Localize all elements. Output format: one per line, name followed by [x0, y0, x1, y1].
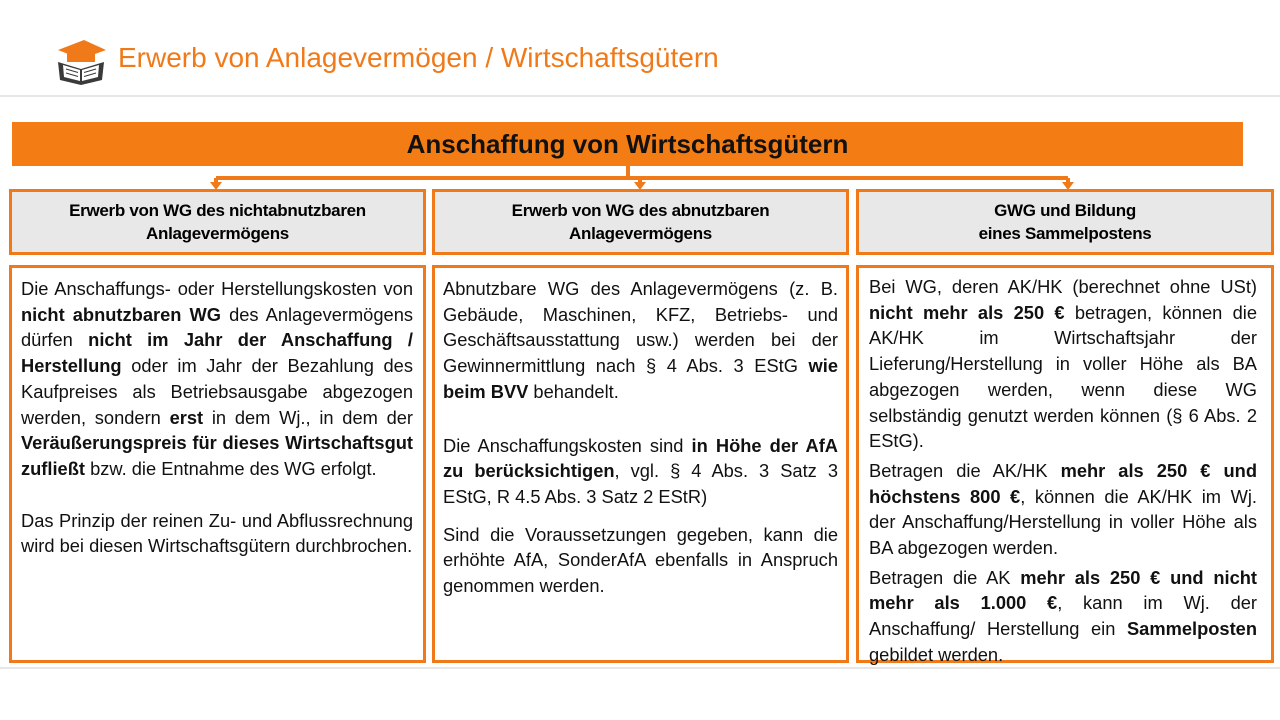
- column-heading-wasting-assets: [432, 189, 849, 255]
- text-run: Die Anschaffungskosten sind: [443, 434, 692, 456]
- text-run: bzw. die Entnahme des WG erfolgt.: [84, 457, 377, 479]
- bold-text-run: wie beim BVV: [443, 355, 838, 402]
- bold-text-run: erst: [169, 406, 204, 428]
- column-heading-label: Erwerb von WG des abnutzbaren Anlagevermögens: [511, 201, 770, 243]
- text-run: Die Anschaffungs- oder Herstellungskosten von: [21, 278, 413, 299]
- bold-text-run: Veräußerungspreis für dieses Wirtschaftsgut zufließt: [21, 432, 413, 479]
- diagram-root-box: Anschaffung von Wirtschaftsgütern: [12, 122, 1243, 166]
- text-run: , kann im Wj. der Anschaffung/ Herstellung ein: [869, 592, 1257, 640]
- title-divider: [0, 95, 1280, 97]
- text-run: , können die AK/HK im Wj. der Anschaffung/Herstellung in voller Höhe als BA abgezogen werden.: [869, 485, 1257, 559]
- column-heading-gwg-sammelposten: [856, 189, 1274, 255]
- bold-text-run: nicht mehr als 250 €: [869, 301, 1065, 323]
- text-run: , vgl. § 4 Abs. 3 Satz 3 EStG, R 4.5 Abs. 3 Satz 2 EStR): [443, 460, 838, 507]
- text-run: betragen, können die AK/HK im Wirtschaftsjahr der Lieferung/Herstellung in voller Höhe als BA abgezogen werden, wenn diese WG selbständig genutzt werden können (§ 6 Abs. 2 EStG).: [869, 301, 1257, 452]
- paragraph: [443, 433, 838, 510]
- graduation-cap-book-icon: [54, 36, 108, 86]
- paragraph: [869, 565, 1257, 668]
- bold-text-run: Sammelposten: [1126, 618, 1257, 640]
- text-run: behandelt.: [528, 380, 619, 402]
- column-heading-label: GWG und Bildung eines Sammelpostens: [978, 201, 1152, 243]
- column-body-nonwasting-assets: [9, 265, 426, 663]
- paragraph: [869, 458, 1257, 561]
- bold-text-run: in Höhe der AfA zu berücksichtigen: [443, 434, 838, 482]
- paragraph: [21, 276, 413, 482]
- text-run: Sind die Voraussetzungen gegeben, kann die erhöhte AfA, SonderAfA ebenfalls in Anspruch genommen werden.: [443, 523, 838, 597]
- text-run: in dem Wj., in dem der: [203, 406, 413, 428]
- text-run: Betragen die AK: [869, 566, 1021, 588]
- text-run: Abnutzbare WG des Anlagevermögens (z. B. Gebäude, Maschinen, KFZ, Betriebs- und Geschäftsausstattung usw.) werden bei der Gewinnermittlung nach § 4 Abs. 3 EStG: [443, 278, 838, 377]
- paragraph: [869, 274, 1257, 454]
- paragraph: [443, 276, 838, 405]
- column-body-gwg-sammelposten: [856, 265, 1274, 663]
- bold-text-run: mehr als 250 € und nicht mehr als 1.000 €: [869, 566, 1257, 614]
- bold-text-run: nicht abnutzbaren WG: [21, 303, 221, 325]
- text-run: des Anlagevermögens dürfen: [21, 303, 413, 351]
- paragraph: [21, 508, 413, 559]
- bold-text-run: nicht im Jahr der Anschaffung / Herstellung: [21, 329, 413, 377]
- page-title: Erwerb von Anlagevermögen / Wirtschaftsgütern: [118, 42, 719, 73]
- text-run: oder im Jahr der Bezahlung des Kaufpreises als Betriebsausgabe abgezogen werden, sondern: [21, 355, 413, 428]
- footer-divider: [0, 667, 1280, 669]
- title-bar: [0, 0, 1280, 96]
- text-run: Betragen die AK/HK: [869, 459, 1061, 481]
- column-heading-nonwasting-assets: [9, 189, 426, 255]
- text-run: Bei WG, deren AK/HK (berechnet ohne USt): [869, 276, 1257, 297]
- column-body-wasting-assets: [432, 265, 849, 663]
- text-run: Das Prinzip der reinen Zu- und Abflussrechnung wird bei diesen Wirtschaftsgütern durchbrochen.: [21, 509, 413, 557]
- bold-text-run: mehr als 250 € und höchstens 800 €: [869, 459, 1257, 507]
- column-heading-label: Erwerb von WG des nichtabnutzbaren Anlagevermögens: [69, 201, 366, 243]
- text-run: gebildet werden.: [869, 643, 1004, 665]
- paragraph: [443, 522, 838, 599]
